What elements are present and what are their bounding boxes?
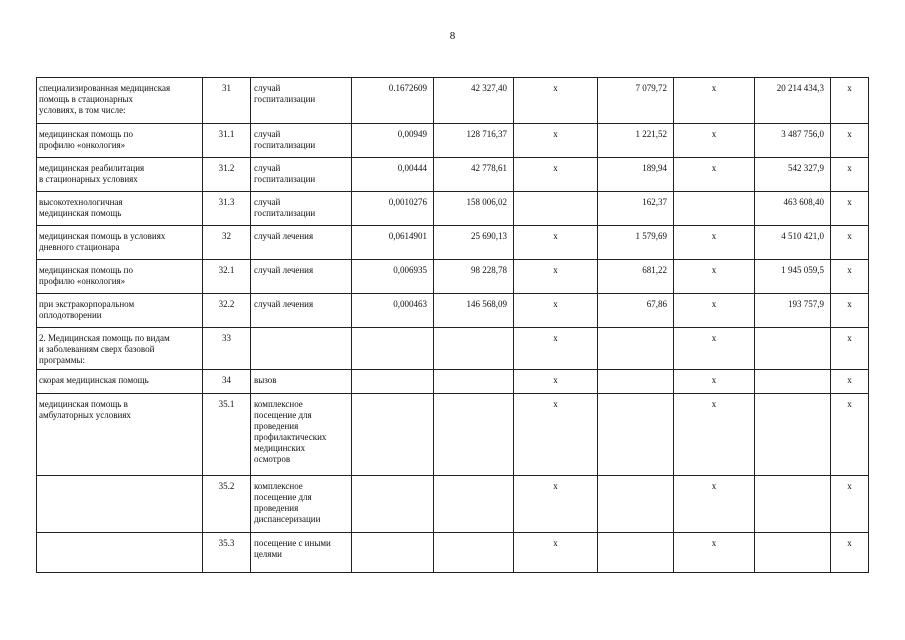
row-col8 bbox=[674, 124, 755, 158]
row-name bbox=[37, 192, 203, 226]
row-name-text: скорая медицинская помощь bbox=[39, 375, 149, 385]
row-unit-text: случай лечения bbox=[254, 265, 314, 275]
row-per-capita bbox=[598, 260, 674, 294]
row-code-text: 31.3 bbox=[218, 197, 235, 207]
row-col8 bbox=[674, 158, 755, 192]
row-col6-text: х bbox=[553, 265, 558, 275]
row-code-text: 33 bbox=[222, 333, 231, 343]
row-col10-text: х bbox=[847, 163, 852, 173]
row-code bbox=[203, 294, 251, 328]
row-standard bbox=[352, 533, 434, 573]
row-col6-text: х bbox=[553, 163, 558, 173]
row-unit bbox=[251, 78, 352, 124]
row-col8 bbox=[674, 260, 755, 294]
row-cost bbox=[434, 192, 514, 226]
row-code bbox=[203, 476, 251, 533]
row-standard bbox=[352, 226, 434, 260]
row-col8 bbox=[674, 370, 755, 394]
row-col10-text: х bbox=[847, 333, 852, 343]
row-total bbox=[755, 124, 831, 158]
row-col8-text: х bbox=[711, 129, 717, 139]
row-col10 bbox=[831, 294, 869, 328]
row-col6-text: х bbox=[553, 481, 558, 491]
row-unit-text: комплексное посещение для проведения диспансеризации bbox=[254, 481, 321, 524]
row-cost-text: 158 006,02 bbox=[466, 197, 507, 207]
row-col8-text: х bbox=[711, 231, 717, 241]
row-standard bbox=[352, 294, 434, 328]
row-standard bbox=[352, 260, 434, 294]
row-unit-text: случай госпитализации bbox=[254, 129, 316, 150]
row-standard-text: 0,00949 bbox=[397, 129, 427, 139]
row-col8 bbox=[674, 394, 755, 476]
row-code bbox=[203, 124, 251, 158]
row-col8 bbox=[674, 78, 755, 124]
row-per-capita bbox=[598, 328, 674, 370]
row-col10 bbox=[831, 192, 869, 226]
row-col10-text: х bbox=[847, 375, 852, 385]
row-col6 bbox=[514, 158, 598, 192]
row-col6-text: х bbox=[553, 299, 558, 309]
row-name-text: 2. Медицинская помощь по видам и заболеваниям сверх базовой программы: bbox=[39, 333, 170, 365]
row-col10 bbox=[831, 533, 869, 573]
row-code bbox=[203, 158, 251, 192]
row-per-capita bbox=[598, 226, 674, 260]
row-unit-text: случай лечения bbox=[254, 231, 314, 241]
row-cost bbox=[434, 394, 514, 476]
row-unit-text: случай госпитализации bbox=[254, 163, 316, 184]
row-standard-text: 0.1672609 bbox=[388, 83, 427, 93]
table-row bbox=[37, 124, 869, 158]
row-standard bbox=[352, 476, 434, 533]
row-col8-text: х bbox=[711, 83, 717, 93]
row-total bbox=[755, 192, 831, 226]
row-total-text: 463 608,40 bbox=[783, 197, 824, 207]
table-row bbox=[37, 294, 869, 328]
row-col10 bbox=[831, 78, 869, 124]
row-standard-text: 0,006935 bbox=[393, 265, 427, 275]
row-col8-text: х bbox=[711, 299, 717, 309]
row-col6-text: х bbox=[553, 333, 558, 343]
row-unit bbox=[251, 158, 352, 192]
row-total bbox=[755, 328, 831, 370]
row-code bbox=[203, 370, 251, 394]
row-per-capita-text: 1 579,69 bbox=[635, 231, 667, 241]
row-col8-text: х bbox=[711, 538, 717, 548]
row-unit-text: случай госпитализации bbox=[254, 83, 316, 104]
row-cost-text: 42 778,61 bbox=[471, 163, 507, 173]
row-unit bbox=[251, 370, 352, 394]
row-code bbox=[203, 78, 251, 124]
row-col8 bbox=[674, 226, 755, 260]
row-name-text: медицинская помощь по профилю «онкология» bbox=[39, 129, 133, 150]
row-total-text: 542 327,9 bbox=[788, 163, 824, 173]
row-cost-text: 128 716,37 bbox=[466, 129, 507, 139]
row-unit bbox=[251, 533, 352, 573]
row-cost-text: 25 690,13 bbox=[471, 231, 507, 241]
table-row bbox=[37, 328, 869, 370]
row-per-capita bbox=[598, 476, 674, 533]
row-unit bbox=[251, 124, 352, 158]
row-unit bbox=[251, 260, 352, 294]
row-col10-text: х bbox=[847, 481, 852, 491]
row-col10 bbox=[831, 226, 869, 260]
row-standard bbox=[352, 394, 434, 476]
row-cost bbox=[434, 533, 514, 573]
row-total bbox=[755, 476, 831, 533]
row-col6 bbox=[514, 124, 598, 158]
row-name-text: медицинская помощь в амбулаторных условиях bbox=[39, 399, 131, 420]
row-unit-text: случай госпитализации bbox=[254, 197, 316, 218]
row-cost bbox=[434, 476, 514, 533]
row-cost-text: 146 568,09 bbox=[466, 299, 507, 309]
row-name-text: медицинская помощь в условиях дневного стационара bbox=[39, 231, 166, 252]
row-unit bbox=[251, 226, 352, 260]
row-col8 bbox=[674, 476, 755, 533]
row-name bbox=[37, 476, 203, 533]
row-col10 bbox=[831, 124, 869, 158]
row-name bbox=[37, 328, 203, 370]
row-code bbox=[203, 260, 251, 294]
row-col8 bbox=[674, 533, 755, 573]
row-col8-text: х bbox=[711, 265, 717, 275]
row-standard bbox=[352, 370, 434, 394]
row-per-capita-text: 67,86 bbox=[646, 299, 667, 309]
row-standard-text: 0,0010276 bbox=[388, 197, 427, 207]
row-total bbox=[755, 158, 831, 192]
row-code bbox=[203, 533, 251, 573]
row-col10-text: х bbox=[847, 538, 852, 548]
row-col6 bbox=[514, 328, 598, 370]
row-col8 bbox=[674, 294, 755, 328]
row-total bbox=[755, 533, 831, 573]
row-total-text: 1 945 059,5 bbox=[781, 265, 824, 275]
row-unit bbox=[251, 192, 352, 226]
row-per-capita bbox=[598, 533, 674, 573]
row-name bbox=[37, 124, 203, 158]
row-col6 bbox=[514, 226, 598, 260]
row-cost bbox=[434, 226, 514, 260]
row-standard bbox=[352, 158, 434, 192]
row-name bbox=[37, 394, 203, 476]
row-unit bbox=[251, 394, 352, 476]
row-name bbox=[37, 533, 203, 573]
page-number: 8 bbox=[449, 30, 456, 42]
row-code-text: 31.2 bbox=[218, 163, 235, 173]
row-name-text: специализированная медицинская помощь в стационарных условиях, в том числе: bbox=[39, 83, 171, 115]
row-cost bbox=[434, 158, 514, 192]
row-per-capita bbox=[598, 370, 674, 394]
row-per-capita-text: 1 221,52 bbox=[635, 129, 667, 139]
row-per-capita bbox=[598, 394, 674, 476]
row-col6 bbox=[514, 533, 598, 573]
row-code-text: 34 bbox=[222, 375, 231, 385]
row-name-text: медицинская помощь по профилю «онкология» bbox=[39, 265, 133, 286]
row-cost-text: 42 327,40 bbox=[471, 83, 507, 93]
row-per-capita bbox=[598, 78, 674, 124]
row-per-capita-text: 7 079,72 bbox=[635, 83, 667, 93]
row-col10 bbox=[831, 260, 869, 294]
row-col8 bbox=[674, 192, 755, 226]
row-cost bbox=[434, 294, 514, 328]
row-per-capita-text: 189,94 bbox=[642, 163, 667, 173]
row-code-text: 35.3 bbox=[218, 538, 235, 548]
row-code bbox=[203, 192, 251, 226]
row-name-text: при экстракорпоральном оплодотворении bbox=[39, 299, 135, 320]
row-per-capita bbox=[598, 192, 674, 226]
row-code bbox=[203, 226, 251, 260]
row-col6 bbox=[514, 78, 598, 124]
row-name-text: высокотехнологичная медицинская помощь bbox=[39, 197, 123, 218]
row-per-capita bbox=[598, 294, 674, 328]
row-col8 bbox=[674, 328, 755, 370]
row-code-text: 31 bbox=[222, 83, 231, 93]
row-col10-text: х bbox=[847, 231, 852, 241]
row-per-capita bbox=[598, 158, 674, 192]
row-code-text: 35.1 bbox=[218, 399, 235, 409]
row-total-text: 193 757,9 bbox=[788, 299, 824, 309]
row-unit-text: посещение с иными целями bbox=[254, 538, 331, 559]
row-col8-text: х bbox=[711, 481, 717, 491]
row-col10-text: х bbox=[847, 265, 852, 275]
row-code-text: 31.1 bbox=[218, 129, 235, 139]
row-col8-text: х bbox=[711, 333, 717, 343]
row-unit bbox=[251, 476, 352, 533]
financing-table bbox=[36, 77, 869, 573]
row-col10-text: х bbox=[847, 197, 852, 207]
row-cost bbox=[434, 260, 514, 294]
row-col10-text: х bbox=[847, 129, 852, 139]
row-col10 bbox=[831, 394, 869, 476]
row-standard bbox=[352, 328, 434, 370]
row-total bbox=[755, 294, 831, 328]
row-standard-text: 0,000463 bbox=[393, 299, 427, 309]
table-row bbox=[37, 476, 869, 533]
row-unit bbox=[251, 328, 352, 370]
row-col8-text: х bbox=[711, 375, 717, 385]
row-total-text: 4 510 421,0 bbox=[781, 231, 824, 241]
row-total-text: 3 487 756,0 bbox=[781, 129, 824, 139]
row-col6-text: х bbox=[553, 375, 558, 385]
table-row bbox=[37, 158, 869, 192]
row-unit-text: вызов bbox=[254, 375, 277, 385]
row-name bbox=[37, 294, 203, 328]
row-col6-text: х bbox=[553, 231, 558, 241]
row-col10 bbox=[831, 328, 869, 370]
row-cost bbox=[434, 124, 514, 158]
row-col6 bbox=[514, 260, 598, 294]
row-col10 bbox=[831, 476, 869, 533]
row-standard bbox=[352, 192, 434, 226]
row-col10 bbox=[831, 370, 869, 394]
table-row bbox=[37, 533, 869, 573]
row-total-text: 20 214 434,3 bbox=[776, 83, 824, 93]
row-col8-text: х bbox=[711, 163, 717, 173]
row-name bbox=[37, 158, 203, 192]
row-col10 bbox=[831, 158, 869, 192]
row-name bbox=[37, 370, 203, 394]
row-unit-text: случай лечения bbox=[254, 299, 314, 309]
row-col6-text: х bbox=[553, 83, 558, 93]
row-standard-text: 0,00444 bbox=[397, 163, 427, 173]
table-row bbox=[37, 192, 869, 226]
row-unit bbox=[251, 294, 352, 328]
row-col6-text: х bbox=[553, 538, 558, 548]
row-col10-text: х bbox=[847, 299, 852, 309]
table-row bbox=[37, 78, 869, 124]
row-total bbox=[755, 394, 831, 476]
row-col6 bbox=[514, 192, 598, 226]
row-col6 bbox=[514, 370, 598, 394]
row-per-capita-text: 681,22 bbox=[642, 265, 667, 275]
row-code bbox=[203, 394, 251, 476]
table-row bbox=[37, 370, 869, 394]
row-col6-text: х bbox=[553, 129, 558, 139]
row-col8-text: х bbox=[711, 399, 717, 409]
row-col6 bbox=[514, 294, 598, 328]
row-total bbox=[755, 370, 831, 394]
table-row bbox=[37, 260, 869, 294]
row-code-text: 35.2 bbox=[218, 481, 235, 491]
row-name-text: медицинская реабилитация в стационарных условиях bbox=[39, 163, 145, 184]
row-code-text: 32.2 bbox=[218, 299, 235, 309]
row-name bbox=[37, 260, 203, 294]
row-cost bbox=[434, 328, 514, 370]
row-col6 bbox=[514, 394, 598, 476]
row-col6-text: х bbox=[553, 399, 558, 409]
row-code bbox=[203, 328, 251, 370]
row-name bbox=[37, 78, 203, 124]
row-total bbox=[755, 226, 831, 260]
table-row bbox=[37, 226, 869, 260]
row-code-text: 32 bbox=[222, 231, 231, 241]
row-standard bbox=[352, 124, 434, 158]
row-cost bbox=[434, 370, 514, 394]
row-name bbox=[37, 226, 203, 260]
row-standard bbox=[352, 78, 434, 124]
row-standard-text: 0,0614901 bbox=[388, 231, 427, 241]
row-total bbox=[755, 260, 831, 294]
row-code-text: 32.1 bbox=[218, 265, 235, 275]
row-col6 bbox=[514, 476, 598, 533]
row-cost-text: 98 228,78 bbox=[471, 265, 507, 275]
row-unit-text: комплексное посещение для проведения профилактических медицинских осмотров bbox=[254, 399, 327, 464]
row-cost bbox=[434, 78, 514, 124]
row-per-capita bbox=[598, 124, 674, 158]
row-total bbox=[755, 78, 831, 124]
row-col10-text: х bbox=[847, 83, 852, 93]
table-row bbox=[37, 394, 869, 476]
row-per-capita-text: 162,37 bbox=[642, 197, 667, 207]
row-col10-text: х bbox=[847, 399, 852, 409]
